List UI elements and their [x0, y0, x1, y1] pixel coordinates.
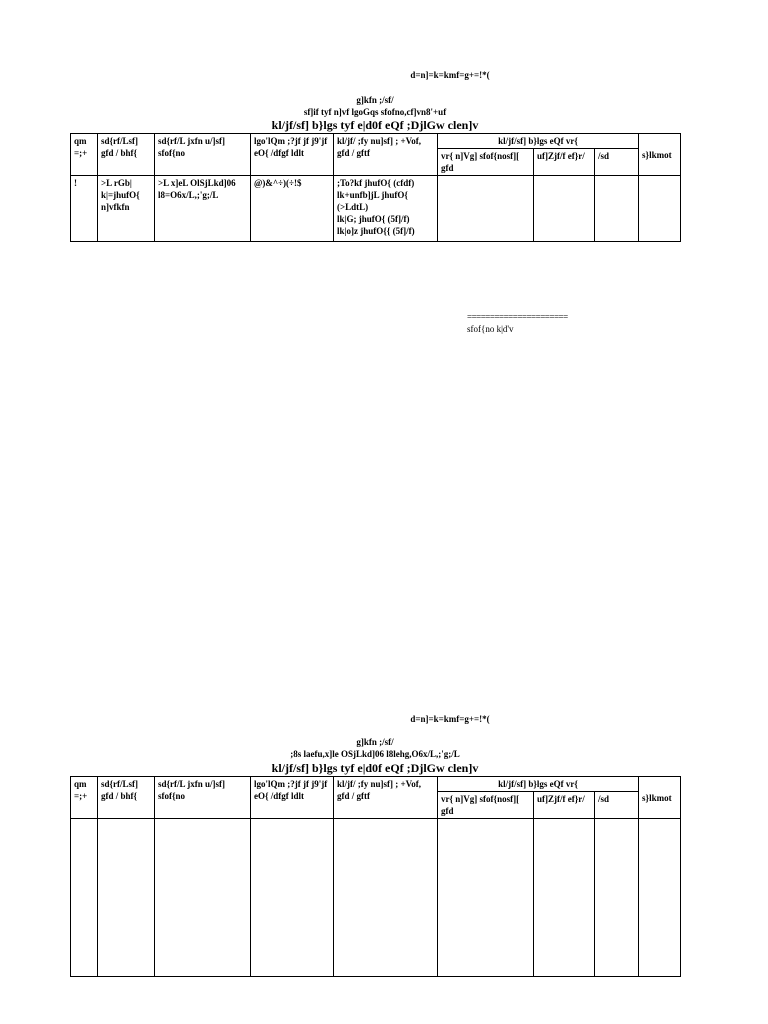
col-expense-office-header: vr{ n]Vg] sfof{nosf][ gfd — [438, 792, 534, 819]
table-row — [71, 176, 681, 242]
family-member-1: ;To?kf jhufO{ (cfdf) — [337, 178, 415, 188]
form-1-line2: sf]if tyf n]vf lgoGqs sfofno,cf]vn8'+uf — [303, 107, 447, 117]
col-employee-name-header: sd{rf/Lsf] gfd / bhf{ — [98, 777, 155, 819]
col-allowance-group-header: kl/jf/sf] b}lgs eQf vr{ — [438, 134, 639, 149]
col-amount-header: /sd — [595, 792, 639, 819]
cell-office — [155, 819, 251, 977]
form-1-table — [70, 133, 681, 242]
cell-remarks — [639, 176, 681, 242]
cell-voucher — [534, 819, 595, 977]
col-voucher-header: uf]Zjf/f ef}r/ — [534, 149, 595, 176]
signature-label: sfof{no k|d'v — [467, 324, 514, 334]
form-2 — [70, 712, 680, 982]
family-member-2: lk+unfb]jL jhufO{ (>LdtL) — [337, 190, 408, 212]
form-2-table — [70, 776, 681, 977]
table-row — [71, 819, 681, 977]
col-family-header: kl/jf/ ;fy nu]sf] ; +Vof, gfd / gftf — [334, 134, 438, 176]
cell-expense-office — [438, 176, 534, 242]
col-family-header: kl/jf/ ;fy nu]sf] ; +Vof, gfd / gftf — [334, 777, 438, 819]
cell-appointment-date — [251, 819, 334, 977]
cell-serial: ! — [71, 176, 98, 242]
col-expense-office-header: vr{ n]Vg] sfof{nosf][ gfd — [438, 149, 534, 176]
form-2-header-row — [71, 777, 681, 792]
cell-family — [334, 819, 438, 977]
cell-serial — [71, 819, 98, 977]
cell-amount — [595, 176, 639, 242]
form-1-title: kl/jf/sf] b}lgs tyf e|d0f eQf ;DjlGw clen]v — [271, 118, 479, 132]
col-amount-header: /sd — [595, 149, 639, 176]
col-allowance-group-header: kl/jf/sf] b}lgs eQf vr{ — [438, 777, 639, 792]
col-serial-header: qm =;+ — [71, 134, 98, 176]
cell-employee-name — [98, 819, 155, 977]
col-office-header: sd{rf/L jxfn u/]sf] sfof{no — [155, 134, 251, 176]
cell-expense-office — [438, 819, 534, 977]
col-remarks-header: s}lkmot — [639, 777, 681, 819]
form-1 — [70, 68, 680, 248]
signature-line: ====================== — [467, 312, 568, 322]
form-2-top-header: d=n]=k=kmf=g+=!*( — [410, 714, 490, 724]
cell-remarks — [639, 819, 681, 977]
form-1-line1: g]kfn ;/sf/ — [356, 95, 394, 105]
col-employee-name-header: sd{rf/Lsf] gfd / bhf{ — [98, 134, 155, 176]
cell-amount — [595, 819, 639, 977]
cell-voucher — [534, 176, 595, 242]
form-2-line1: g]kfn ;/sf/ — [356, 737, 394, 747]
cell-family — [334, 176, 438, 242]
col-office-header: sd{rf/L jxfn u/]sf] sfof{no — [155, 777, 251, 819]
form-1-header-row — [71, 134, 681, 149]
col-appointment-date-header: lgo'lQm ;?jf jf j9'jf eO{ /dfgf ldlt — [251, 777, 334, 819]
form-1-top-header: d=n]=k=kmf=g+=!*( — [410, 70, 490, 80]
cell-employee-name: >L rGb| k|=jhufO{ n]vfkfn — [98, 176, 155, 242]
cell-appointment-date: @)&^÷)(÷!$ — [251, 176, 334, 242]
form-2-line2: ;8s laefu,x]le OSjLkd]06 l8lehg,O6x/L,;'g;/L — [290, 749, 460, 759]
family-member-3: lk|G; jhufO{ (5f]/f) — [337, 214, 410, 224]
col-serial-header: qm =;+ — [71, 777, 98, 819]
col-voucher-header: uf]Zjf/f ef}r/ — [534, 792, 595, 819]
family-member-4: lk|o]z jhufO{{ (5f]/f) — [337, 226, 415, 236]
col-remarks-header: s}lkmot — [639, 134, 681, 176]
cell-office: >L x]eL OlSjLkd]06 l8=O6x/L,;'g;/L — [155, 176, 251, 242]
col-appointment-date-header: lgo'lQm ;?jf jf j9'jf eO{ /dfgf ldlt — [251, 134, 334, 176]
form-2-title: kl/jf/sf] b}lgs tyf e|d0f eQf ;DjlGw clen]v — [271, 761, 479, 775]
